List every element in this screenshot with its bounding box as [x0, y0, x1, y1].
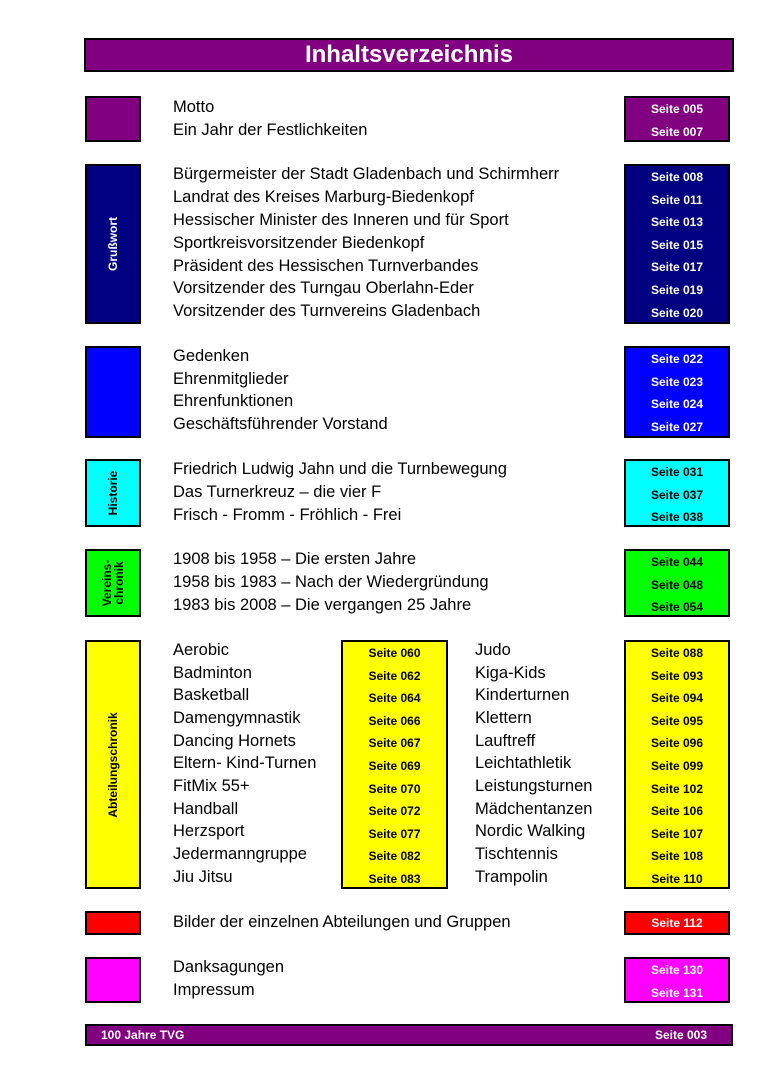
toc-entry[interactable]: Ehrenfunktionen [173, 392, 294, 410]
toc-entry[interactable]: Bürgermeister der Stadt Gladenbach und Schirmherr [173, 165, 560, 183]
page-number[interactable]: Seite 007 [650, 124, 704, 139]
toc-entry[interactable]: Klettern [475, 709, 532, 727]
page-number[interactable]: Seite 054 [650, 600, 704, 615]
toc-entry[interactable]: Landrat des Kreises Marburg-Biedenkopf [173, 188, 474, 206]
page-column [341, 640, 448, 889]
section-label-vereinschronik [101, 560, 125, 607]
page-number[interactable]: Seite 060 [368, 646, 421, 660]
page-column [624, 549, 730, 617]
toc-entry[interactable]: Kinderturnen [475, 686, 570, 704]
section-color-block-bilder [85, 911, 141, 935]
toc-entry[interactable]: Präsident des Hessischen Turnverbandes [173, 257, 479, 275]
page-number[interactable]: Seite 095 [650, 713, 704, 728]
page-number[interactable]: Seite 110 [651, 871, 703, 886]
page-column [624, 459, 730, 527]
page-number[interactable]: Seite 082 [368, 849, 421, 864]
page-title: Inhaltsverzeichnis [84, 38, 734, 72]
toc-entry[interactable]: Trampolin [475, 868, 548, 886]
toc-entry[interactable]: Mädchentanzen [475, 800, 593, 818]
footer-bar [85, 1024, 733, 1046]
toc-entry[interactable]: Herzsport [173, 822, 245, 840]
page-number[interactable]: Seite 083 [368, 871, 421, 886]
toc-entry[interactable]: Nordic Walking [475, 822, 586, 840]
section-label-historie: Historie [106, 470, 120, 516]
toc-entry[interactable]: Lauftreff [475, 732, 536, 750]
page-number[interactable]: Seite 038 [650, 510, 704, 525]
toc-entry[interactable]: 1983 bis 2008 – Die vergangen 25 Jahre [173, 596, 472, 614]
toc-entry[interactable]: Dancing Hornets [173, 732, 296, 750]
page-number[interactable]: Seite 077 [368, 826, 421, 841]
toc-entry[interactable]: Leichtathletik [475, 754, 572, 772]
toc-entry[interactable]: Geschäftsführender Vorstand [173, 415, 388, 433]
page-number[interactable]: Seite 048 [650, 577, 704, 592]
page-column [624, 96, 730, 142]
section-color-block-grusswort [85, 164, 141, 324]
toc-entry[interactable]: Leistungsturnen [475, 777, 593, 795]
page-number[interactable]: Seite 112 [651, 916, 703, 930]
page-number[interactable]: Seite 011 [651, 192, 703, 207]
toc-entry[interactable]: Vorsitzender des Turngau Oberlahn-Eder [173, 279, 474, 297]
page-number[interactable]: Seite 088 [650, 646, 704, 660]
page-number[interactable]: Seite 024 [650, 397, 704, 412]
toc-entry[interactable]: Jiu Jitsu [173, 868, 233, 886]
toc-entry[interactable]: Ein Jahr der Festlichkeiten [173, 121, 368, 139]
toc-entry[interactable]: Badminton [173, 664, 252, 682]
section-label-grusswort: Grußwort [106, 217, 120, 271]
toc-entry[interactable]: Vorsitzender des Turnvereins Gladenbach [173, 302, 481, 320]
page-number[interactable]: Seite 015 [650, 237, 704, 252]
toc-entry[interactable]: 1908 bis 1958 – Die ersten Jahre [173, 550, 417, 568]
page-number[interactable]: Seite 037 [650, 487, 704, 502]
toc-entry[interactable]: Bilder der einzelnen Abteilungen und Gruppen [173, 913, 511, 931]
toc-entry[interactable]: Jedermanngruppe [173, 845, 307, 863]
section-color-block-motto [85, 96, 141, 142]
page-number[interactable]: Seite 031 [650, 465, 704, 479]
toc-entry[interactable]: Danksagungen [173, 958, 285, 976]
page-number[interactable]: Seite 070 [368, 781, 421, 796]
section-label-line: Vereins- [100, 559, 114, 607]
section-label-abteilungschronik: Abteilungschronik [106, 711, 120, 818]
toc-entry[interactable]: Basketball [173, 686, 250, 704]
page-number[interactable]: Seite 107 [650, 826, 704, 841]
toc-entry[interactable]: Handball [173, 800, 239, 818]
toc-entry[interactable]: Sportkreisvorsitzender Biedenkopf [173, 234, 425, 252]
toc-entry[interactable]: Friedrich Ludwig Jahn und die Turnbewegung [173, 460, 507, 478]
page-number[interactable]: Seite 023 [650, 374, 704, 389]
toc-entry[interactable]: Das Turnerkreuz – die vier F [173, 483, 382, 501]
page-number[interactable]: Seite 019 [650, 282, 704, 297]
page-number[interactable]: Seite 072 [368, 804, 421, 819]
toc-entry[interactable]: Eltern- Kind-Turnen [173, 754, 317, 772]
page-number[interactable]: Seite 069 [368, 758, 421, 773]
page-number[interactable]: Seite 131 [650, 985, 704, 1000]
toc-entry[interactable]: 1958 bis 1983 – Nach der Wiedergründung [173, 573, 489, 591]
page-number[interactable]: Seite 130 [650, 963, 704, 977]
page-number[interactable]: Seite 066 [368, 713, 421, 728]
page-number[interactable]: Seite 064 [368, 691, 421, 706]
page-column [624, 164, 730, 324]
toc-entry[interactable]: Judo [475, 641, 511, 659]
toc-entry[interactable]: Hessischer Minister des Inneren und für Sport [173, 211, 509, 229]
page-number[interactable]: Seite 106 [650, 804, 704, 819]
page-number[interactable]: Seite 008 [650, 170, 704, 184]
footer-page-number: Seite 003 [654, 1028, 707, 1042]
page-number[interactable]: Seite 022 [650, 352, 704, 366]
toc-entry[interactable]: Ehrenmitglieder [173, 370, 289, 388]
page-number[interactable]: Seite 013 [650, 215, 704, 230]
section-color-block-gedenken [85, 346, 141, 438]
section-color-block-vereinschronik [85, 549, 141, 617]
page-number[interactable]: Seite 062 [368, 668, 421, 683]
section-color-block-historie [85, 459, 141, 527]
toc-entry[interactable]: Impressum [173, 981, 255, 999]
page-number[interactable]: Seite 027 [650, 419, 704, 434]
page-column [624, 911, 730, 935]
toc-entry[interactable]: Damengymnastik [173, 709, 301, 727]
footer-left: 100 Jahre TVG [101, 1028, 185, 1042]
page-number[interactable]: Seite 102 [650, 781, 704, 796]
page-number[interactable]: Seite 096 [650, 736, 704, 751]
page-number[interactable]: Seite 020 [650, 305, 704, 320]
page-number[interactable]: Seite 108 [650, 849, 704, 864]
toc-entry[interactable]: Motto [173, 98, 215, 116]
page-number[interactable]: Seite 005 [650, 102, 704, 116]
section-label-line: chronik [112, 561, 126, 605]
page-number[interactable]: Seite 067 [368, 736, 421, 751]
page-number[interactable]: Seite 044 [650, 555, 704, 569]
section-color-block-danksagungen [85, 957, 141, 1003]
page-column [624, 957, 730, 1003]
page-number[interactable]: Seite 017 [650, 260, 704, 275]
page-number[interactable]: Seite 094 [650, 691, 704, 706]
page-number[interactable]: Seite 093 [650, 668, 704, 683]
toc-entry[interactable]: Kiga-Kids [475, 664, 546, 682]
page-column [624, 640, 730, 889]
section-color-block-abteilungschronik [85, 640, 141, 889]
page-number[interactable]: Seite 099 [650, 758, 704, 773]
toc-entry[interactable]: Frisch - Fromm - Fröhlich - Frei [173, 506, 402, 524]
toc-entry[interactable]: FitMix 55+ [173, 777, 250, 795]
toc-entry[interactable]: Aerobic [173, 641, 229, 659]
toc-entry[interactable]: Tischtennis [475, 845, 558, 863]
toc-entry[interactable]: Gedenken [173, 347, 250, 365]
page-column [624, 346, 730, 438]
